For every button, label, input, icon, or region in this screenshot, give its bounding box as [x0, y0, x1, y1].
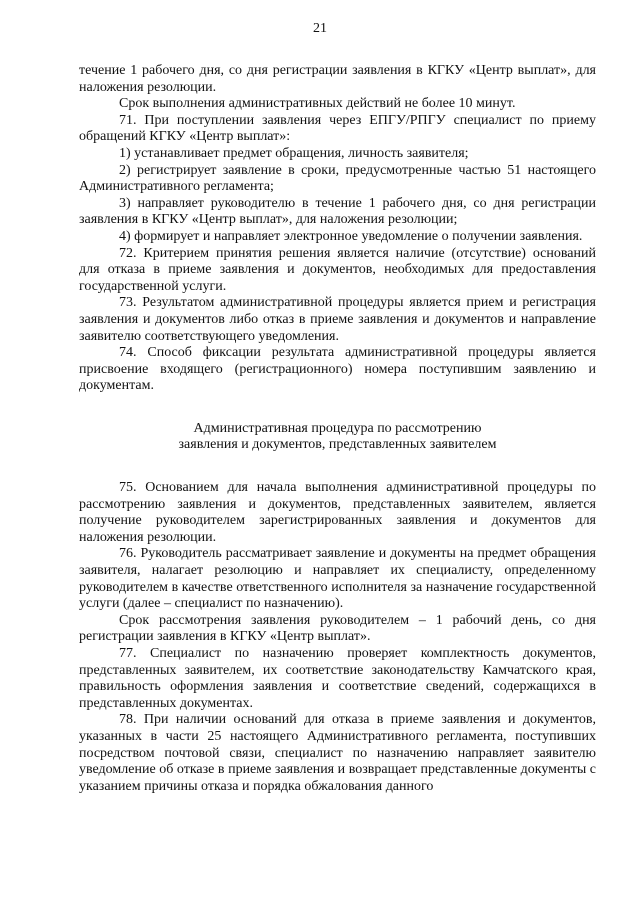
- page-number: 21: [313, 21, 327, 36]
- paragraph-75: 75. Основанием для начала выполнения административной процедуры по рассмотрению заявления и документов, представленных заявителем, является получение руководителем зарегистрированных заявления и документов для наложения резолюции.: [79, 480, 596, 545]
- section-heading-line-2: заявления и документов, представленных заявителем: [178, 437, 497, 453]
- paragraph-73: 73. Результатом административной процедуры является прием и регистрация заявления и документов либо отказ в приеме заявления и документов и направление заявителю соответствующего уведомления.: [79, 295, 596, 344]
- paragraph-74: 74. Способ фиксации результата административной процедуры является присвоение входящего (регистрационного) номера поступившим заявлению и документам.: [79, 345, 596, 394]
- paragraph-71: 71. При поступлении заявления через ЕПГУ/РПГУ специалист по приему обращений КГКУ «Центр выплат»:: [79, 112, 596, 145]
- paragraph-72: 72. Критерием принятия решения является наличие (отсутствие) оснований для отказа в приеме заявления и документов, необходимых для предоставления государственной услуги.: [79, 245, 596, 294]
- paragraph-78: 78. При наличии оснований для отказа в приеме заявления и документов, указанных в части 25 настоящего Административного регламента, поступивших посредством почтовой связи, специалист по назначению направляет заявителю уведомление об отказе в приеме заявления и возвращает представленные документы с указанием причины отказа и порядка обжалования данного: [79, 712, 596, 794]
- document-body: [79, 63, 596, 795]
- paragraph-77: 77. Специалист по назначению проверяет комплектность документов, представленных заявителем, их соответствие законодательству Камчатского края, правильность оформления заявления и соответствие сведений, содержащихся в представленных документах.: [79, 646, 596, 711]
- paragraph-71-item-3: 3) направляет руководителю в течение 1 рабочего дня, со дня регистрации заявления в КГКУ «Центр выплат», для наложения резолюции;: [79, 195, 596, 228]
- section-heading-line-1: Административная процедура по рассмотрению: [193, 420, 482, 436]
- paragraph-continuation: течение 1 рабочего дня, со дня регистрации заявления в КГКУ «Центр выплат», для наложения резолюции.: [79, 63, 596, 95]
- paragraph-71-item-2: 2) регистрирует заявление в сроки, предусмотренные частью 51 настоящего Административного регламента;: [79, 162, 596, 195]
- paragraph-review-term: Срок рассмотрения заявления руководителем – 1 рабочий день, со дня регистрации заявления в КГКУ «Центр выплат».: [79, 612, 596, 645]
- paragraph-time-limit: Срок выполнения административных действий не более 10 минут.: [119, 96, 516, 112]
- paragraph-76: 76. Руководитель рассматривает заявление и документы на предмет обращения заявителя, налагает резолюцию и направляет их специалисту, определенному руководителем в качестве ответственного исполнителя за назначение государственной услуги (далее – специалист по назначению).: [79, 546, 596, 612]
- paragraph-71-item-4: 4) формирует и направляет электронное уведомление о получении заявления.: [119, 228, 583, 244]
- section-heading: [79, 421, 596, 454]
- paragraph-71-item-1: 1) устанавливает предмет обращения, личность заявителя;: [119, 145, 469, 161]
